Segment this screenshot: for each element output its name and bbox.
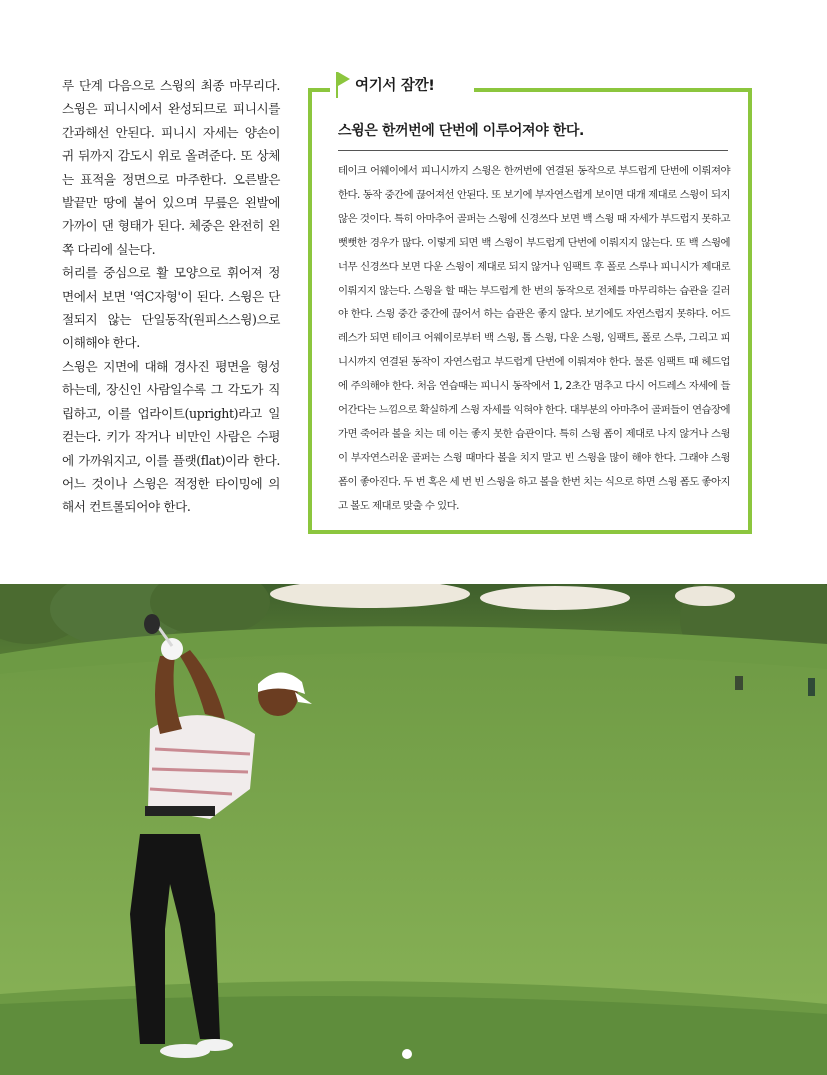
tip-divider	[338, 150, 728, 151]
tip-body	[338, 160, 730, 519]
tip-header	[330, 68, 474, 100]
golfer-backswing-photo-icon	[0, 584, 827, 1075]
left-column-text	[62, 74, 280, 519]
tip-title: 스윙은 한꺼번에 단번에 이루어져야 한다.	[338, 123, 584, 139]
left-paragraph-3: 스윙은 지면에 대해 경사진 평면을 형성하는데, 장신인 사람일수록 그 각도가 직립하고, 이를 업라이트(upright)라고 일컫는다. 키가 작거나 비만인 사람은 수평에 가까워지고, 이를 플랫(flat)이라 한다. 어느 것이나 스윙은 적정한 타이밍에 의해서 컨트롤되어야 한다.	[62, 358, 280, 515]
left-paragraph-1: 루 단계 다음으로 스윙의 최종 마무리다. 스윙은 피니시에서 완성되므로 피니시를 간과해선 안된다. 피니시 자세는 양손이 귀 뒤까지 감도시 위로 올려준다. 또 상체는 표적을 정면으로 마주한다. 오른발은 발끝만 땅에 붙어 있으며 무릎은 왼발에 가까이 댄 형태가 된다. 체중은 완전히 왼쪽 다리에 실는다.	[62, 78, 280, 257]
flag-icon	[334, 70, 350, 98]
tip-label: 여기서 잠깐!	[355, 77, 435, 94]
tip-body-text: 테이크 어웨이에서 피니시까지 스윙은 한꺼번에 연결된 동작으로 부드럽게 단번에 이뤄져야 한다. 동작 중간에 끊어져선 안된다. 또 보기에 부자연스럽게 보이면 대개 제대로 스윙이 되지 않은 것이다. 특히 아마추어 골퍼는 스윙에 신경쓰다 보면 백 스윙 때 자세가 부드럽지 못하고 뻣뻣한 경우가 많다. 이렇게 되면 백 스윙이 부드럽게 단번에 이뤄지지 않는다. 또 백 스윙에 너무 신경쓰다 보면 다운 스윙이 제대로 되지 않거나 임팩트 후 폴로 스루나 피니시가 제대로 이뤄지지 않는다. 스윙을 할 때는 부드럽게 한 번의 동작으로 전체를 마무리하는 습관을 길러야 한다. 스윙 중간 중간에 끊어서 하는 습관은 좋지 않다. 보기에도 자연스럽지 못하다. 어드레스가 되면 테이크 어웨이로부터 백 스윙, 톱 스윙, 다운 스윙, 임팩트, 폴로 스루, 그리고 피니시까지 연결된 동작이 자연스럽고 부드럽게 단번에 이뤄져야 한다. 물론 임팩트 때 헤드업에 주의해야 한다. 처음 연습때는 피니시 동작에서 1, 2초간 멈추고 다시 어드레스 자세에 들어간다는 느낌으로 확실하게 스윙 자세를 익혀야 한다. 대부분의 아마추어 골퍼들이 연습장에 가면 죽어라 볼을 치는 데 이는 좋지 못한 습관이다. 특히 스윙 폼이 제대로 나지 않거나 스윙이 부자연스러운 골퍼는 스윙 때마다 볼을 치지 말고 빈 스윙을 많이 해야 한다. 그래야 스윙 폼이 좋아진다. 두 번 혹은 세 번 빈 스윙을 하고 볼을 한번 치는 식으로 하면 스윙 폼도 좋아지고 볼도 제대로 맞출 수 있다.	[338, 165, 730, 512]
golfer-photo	[0, 584, 827, 1075]
left-paragraph-2: 허리를 중심으로 활 모양으로 휘어져 정면에서 보면 '역C자형'이 된다. 스윙은 단절되지 않는 단일동작(원피스스윙)으로 이해해야 한다.	[62, 265, 280, 351]
